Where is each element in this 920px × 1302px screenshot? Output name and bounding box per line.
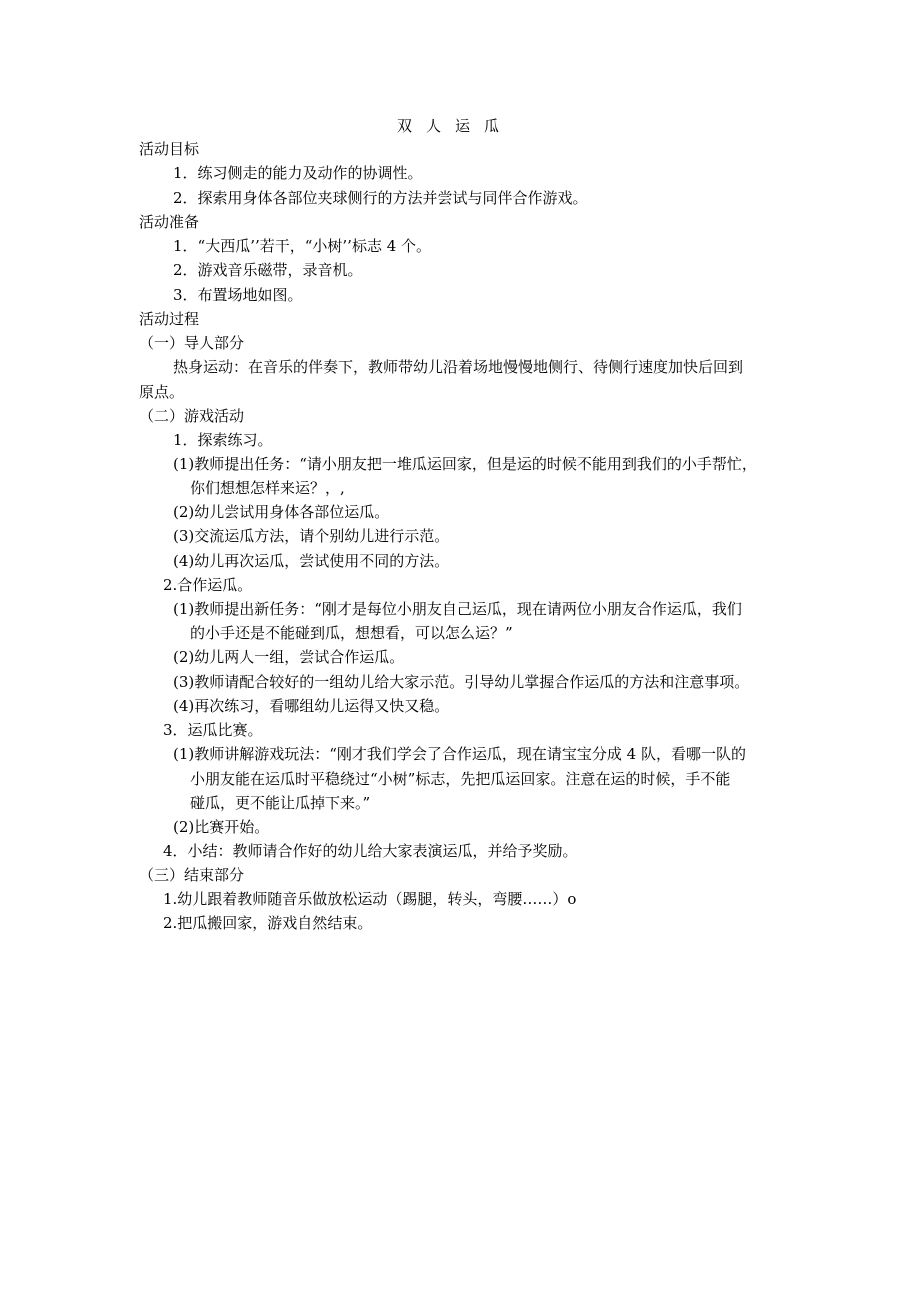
- end-item-1: 1.幼儿跟着教师随音乐做放松运动（踢腿，转头，弯腰……）o: [163, 890, 577, 908]
- prep-item-3: 3．布置场地如图。: [173, 286, 303, 304]
- part1-heading: （一）导人部分: [139, 334, 245, 352]
- part3-heading: （三）结束部分: [139, 866, 245, 884]
- explore-item-2: (2)幼儿尝试用身体各部位运瓜。: [173, 503, 390, 521]
- prep-item-2: 2．游戏音乐磁带，录音机。: [173, 261, 363, 279]
- goal-item-2: 2．探索用身体各部位夹球侧行的方法并尝试与同伴合作游戏。: [173, 189, 588, 207]
- explore-heading: 1．探索练习。: [173, 431, 273, 449]
- warmup-line-2: 原点。: [139, 383, 185, 401]
- explore-item-1-line-1: (1)教师提出任务：“请小朋友把一堆瓜运回家，但是运的时候不能用到我们的小手帮忙，: [173, 455, 757, 473]
- explore-item-4: (4)幼儿再次运瓜，尝试使用不同的方法。: [173, 552, 450, 570]
- coop-item-3: (3)教师请配合较好的一组幼儿给大家示范。引导幼儿掌握合作运瓜的方法和注意事项。: [173, 673, 750, 691]
- part2-heading: （二）游戏活动: [139, 407, 245, 425]
- process-heading: 活动过程: [139, 310, 200, 328]
- prep-heading: 活动准备: [139, 213, 200, 231]
- explore-item-1-line-2: 你们想想怎样来运？，,: [190, 479, 345, 497]
- goal-item-1: 1．练习侧走的能力及动作的协调性。: [173, 164, 423, 182]
- race-item-1-line-1: (1)教师讲解游戏玩法：“刚才我们学会了合作运瓜，现在请宝宝分成 4 队，看哪一队的: [173, 745, 746, 763]
- coop-item-4: (4)再次练习，看哪组幼儿运得又快又稳。: [173, 697, 450, 715]
- coop-item-1-line-2: 的小手还是不能碰到瓜，想想看，可以怎么运？”: [190, 624, 513, 642]
- coop-heading: 2.合作运瓜。: [163, 576, 253, 594]
- race-heading: 3．运瓜比赛。: [163, 721, 263, 739]
- document-title: 双人运瓜: [396, 117, 513, 135]
- warmup-line-1: 热身运动：在音乐的伴奏下，教师带幼儿沿着场地慢慢地侧行、待侧行速度加快后回到: [173, 358, 744, 376]
- end-item-2: 2.把瓜搬回家，游戏自然结束。: [163, 914, 373, 932]
- race-item-2: (2)比赛开始。: [173, 818, 270, 836]
- coop-item-1-line-1: (1)教师提出新任务：“刚才是每位小朋友自己运瓜，现在请两位小朋友合作运瓜，我们: [173, 600, 742, 618]
- goals-heading: 活动目标: [139, 140, 200, 158]
- coop-item-2: (2)幼儿两人一组，尝试合作运瓜。: [173, 648, 405, 666]
- prep-item-1: 1．“大西瓜’’若干，“小树’’标志 4 个。: [173, 237, 432, 255]
- race-item-1-line-3: 碰瓜，更不能让瓜掉下来。”: [190, 794, 371, 812]
- race-item-1-line-2: 小朋友能在运瓜时平稳绕过“小树”标志，先把瓜运回家。注意在运的时候，手不能: [190, 770, 731, 788]
- explore-item-3: (3)交流运瓜方法，请个别幼儿进行示范。: [173, 527, 450, 545]
- summary-line: 4．小结：教师请合作好的幼儿给大家表演运瓜，并给予奖励。: [163, 842, 578, 860]
